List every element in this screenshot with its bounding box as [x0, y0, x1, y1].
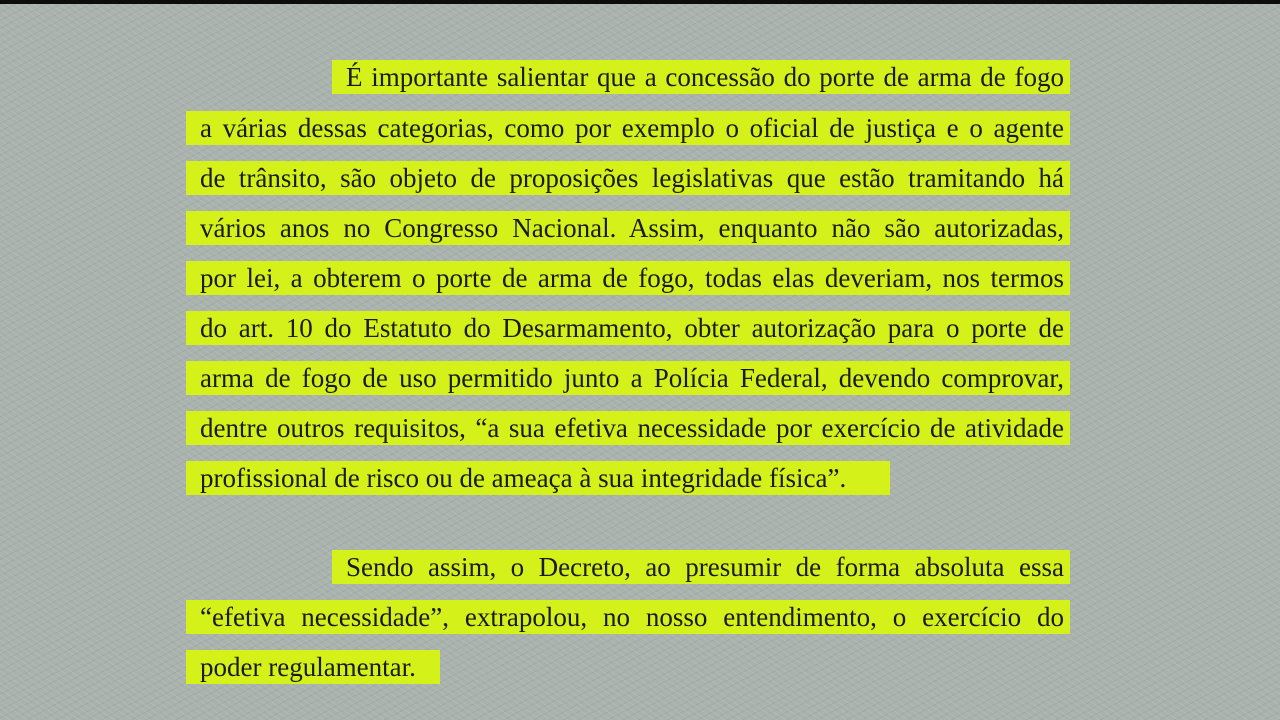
highlighted-line: É importante salientar que a concessão do porte de arma de fogo [332, 60, 1070, 94]
highlighted-line: poder regulamentar. [186, 650, 440, 684]
highlighted-line: de trânsito, são objeto de proposições legislativas que estão tramitando há [186, 161, 1070, 195]
top-border [0, 0, 1280, 4]
highlighted-line: do art. 10 do Estatuto do Desarmamento, obter autorização para o porte de [186, 311, 1070, 345]
highlighted-line: vários anos no Congresso Nacional. Assim, enquanto não são autorizadas, [186, 211, 1070, 245]
highlighted-line: arma de fogo de uso permitido junto a Polícia Federal, devendo comprovar, [186, 361, 1070, 395]
highlighted-line: dentre outros requisitos, “a sua efetiva necessidade por exercício de atividade [186, 411, 1070, 445]
highlighted-line: Sendo assim, o Decreto, ao presumir de forma absoluta essa [332, 550, 1070, 584]
highlighted-line: a várias dessas categorias, como por exemplo o oficial de justiça e o agente [186, 111, 1070, 145]
highlighted-line: por lei, a obterem o porte de arma de fogo, todas elas deveriam, nos termos [186, 261, 1070, 295]
highlighted-line: “efetiva necessidade”, extrapolou, no nosso entendimento, o exercício do [186, 600, 1070, 634]
highlighted-line: profissional de risco ou de ameaça à sua integridade física”. [186, 461, 890, 495]
